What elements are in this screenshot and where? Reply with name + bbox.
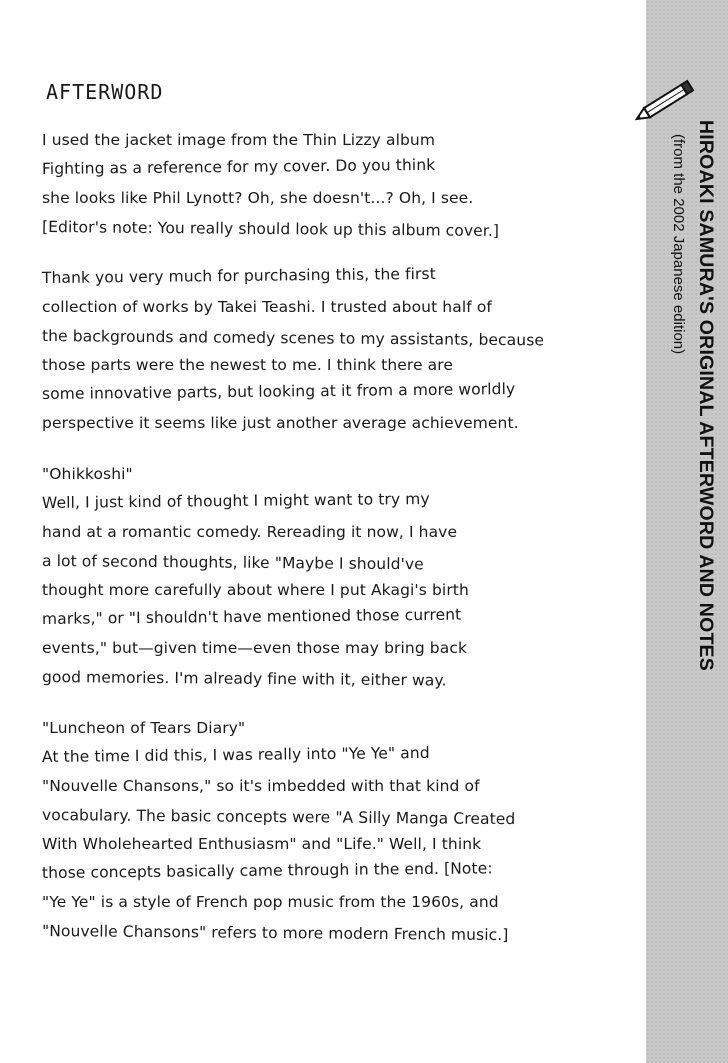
paragraph-cover	[42, 126, 642, 242]
text-line: collection of works by Takei Teashi. I trusted about half of	[42, 298, 492, 316]
text-line: perspective it seems like just another average achievement.	[42, 414, 519, 432]
text-line: "Ye Ye" is a style of French pop music from the 1960s, and	[42, 893, 499, 911]
text-line: those concepts basically came through in the end. [Note:	[41, 859, 493, 882]
text-line: some innovative parts, but looking at it from a more worldly	[41, 380, 516, 403]
text-line: the backgrounds and comedy scenes to my assistants, because	[41, 327, 545, 350]
text-line: "Ohikkoshi"	[42, 465, 133, 483]
text-line: events," but—given time—even those may bring back	[42, 639, 468, 657]
paragraph-ohikkoshi	[42, 460, 642, 692]
text-line: vocabulary. The basic concepts were "A Silly Manga Created	[41, 806, 516, 829]
text-line: hand at a romantic comedy. Rereading it now, I have	[42, 523, 458, 541]
text-line: a lot of second thoughts, like "Maybe I should've	[41, 552, 424, 574]
afterword-content	[42, 80, 642, 968]
text-line: those parts were the newest to me. I think there are	[42, 356, 454, 374]
text-line: "Nouvelle Chansons" refers to more modern French music.]	[41, 922, 509, 945]
text-line: marks," or "I shouldn't have mentioned those current	[41, 605, 462, 628]
text-line: she looks like Phil Lynott? Oh, she doesn't...? Oh, I see.	[42, 189, 474, 207]
afterword-heading: AFTERWORD	[46, 80, 164, 104]
sidebar-title: HIROAKI SAMURA'S ORIGINAL AFTERWORD AND NOTES	[695, 120, 717, 671]
text-line: Well, I just kind of thought I might want to try my	[41, 489, 430, 512]
text-line: With Wholehearted Enthusiasm" and "Life." Well, I think	[42, 835, 482, 853]
text-line: Fighting as a reference for my cover. Do you think	[41, 155, 436, 178]
text-line: Thank you very much for purchasing this, the first	[41, 264, 436, 287]
text-line: At the time I did this, I was really into "Ye Ye" and	[41, 743, 430, 766]
text-line: I used the jacket image from the Thin Lizzy album	[42, 131, 436, 149]
paragraph-thanks	[42, 264, 642, 438]
text-line: "Luncheon of Tears Diary"	[42, 719, 246, 737]
paragraph-luncheon	[42, 714, 642, 946]
text-line: [Editor's note: You really should look up this album cover.]	[41, 218, 500, 240]
sidebar-heading	[648, 120, 726, 671]
text-line: "Nouvelle Chansons," so it's imbedded with that kind of	[42, 777, 480, 795]
text-line: good memories. I'm already fine with it, either way.	[41, 668, 447, 690]
sidebar-subtitle: (from the 2002 Japanese edition)	[670, 134, 687, 355]
text-line: thought more carefully about where I put Akagi's birth	[42, 581, 469, 599]
